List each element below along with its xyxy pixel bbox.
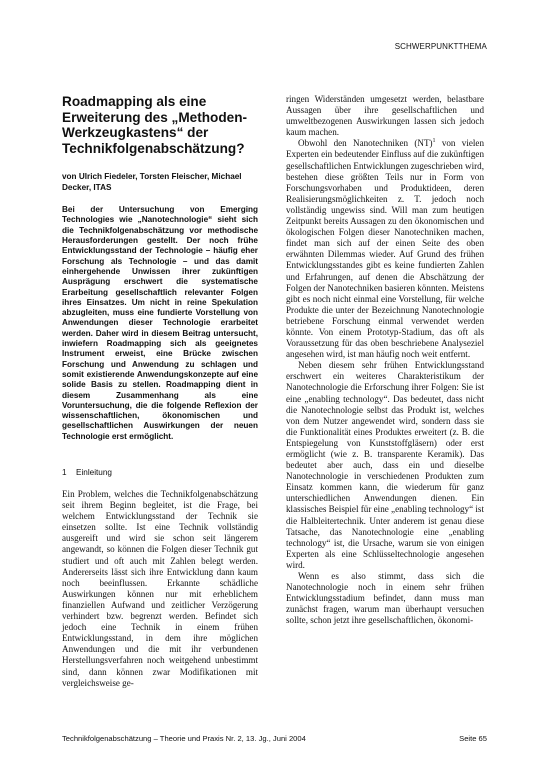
paragraph [286, 138, 484, 360]
left-body-text [62, 489, 258, 689]
page-number: Seite 65 [459, 734, 487, 743]
paragraph: ringen Widerständen umgesetzt werden, belastbare Aussagen über ihre gesellschaftlichen und umweltbezogenen Auswirkungen lassen sich jedoch kaum machen. [286, 94, 484, 138]
right-column [286, 94, 484, 627]
paragraph: Wenn es also stimmt, dass sich die Nanotechnologie noch in einem sehr frühen Entwicklungsstadium befindet, dann muss man zunächst fragen, warum man überhaupt versuchen sollte, schon jetzt ihre gesellschaftlichen, ökonomi- [286, 571, 484, 626]
section-title: Einleitung [76, 468, 112, 478]
journal-citation: Technikfolgenabschätzung – Theorie und Praxis Nr. 2, 13. Jg., Juni 2004 [62, 734, 306, 743]
paragraph-text: von vielen Experten ein bedeutender Einfluss auf die zukünftigen gesellschaftlichen Entwicklungen zugeschrieben wird, bestehen diese größten Teils nur in Form von Forschungsvorhaben und Produktideen, deren Realisierungsmöglichkeiten z. T. jedoch noch vollständig ungewiss sind. Will man zum heutigen Zeitpunkt bereits Aussagen zu den ökonomischen und ökologischen Folgen dieser Nanotechniken machen, findet man sich auf der einen Seite des oben erwähnten Dilemmas wieder. Auf Grund des frühen Entwicklungsstandes gibt es keine fundierten Zahlen und Erfahrungen, auf denen die Abschätzung der Folgen der Nanotechniken basieren könnten. Meistens gibt es noch nicht einmal eine Vorstellung, für welche Produkte die unter der Bezeichnung Nanotechnologie betriebene Forschung einmal verwendet werden könnte. Von einem Prototyp-Stadium, das oft als Voraussetzung für das oben beschriebene Analyseziel angesehen wird, ist man häufig noch weit entfernt. [286, 138, 484, 360]
paragraph: Ein Problem, welches die Technikfolgenabschätzung seit ihrem Beginn begleitet, ist die Frage, bei welchem Entwicklungsstand der Technik sie einsetzen sollte. Ist eine Technik vollständig ausgereift und wird sie schon seit längerem angewandt, so können die Folgen dieser Technik gut studiert und oft auch mit Zahlen belegt werden. Andererseits lässt sich ihre Entwicklung dann kaum noch beeinflussen. Erkannte schädliche Auswirkungen können nur mit erheblichem finanziellen Aufwand und zeitlicher Verzögerung verhindert bzw. begrenzt werden. Befindet sich jedoch eine Technik in einem frühen Entwicklungsstand, in dem ihre möglichen Anwendungen und die mit ihr verbundenen Herstellungsverfahren noch weitgehend unbestimmt sind, dann können zwar Modifikationen mit vergleichsweise ge- [62, 489, 258, 688]
article-authors: von Ulrich Fiedeler, Torsten Fleischer, Michael Decker, ITAS [62, 172, 242, 192]
article-abstract: Bei der Untersuchung von Emerging Technologies wie „Nanotechnologie“ sieht sich die Technikfolgenabschätzung vor methodische Herausforderungen gestellt. Der noch frühe Entwicklungsstand der Technologie – häufig eher Forschung als Technologie – und das damit einhergehende Unwissen ihrer zukünftigen Ausprägung erschwert die systematische Erarbeitung gesellschaftlich relevanter Folgen ihres Einsatzes. Um nicht in reine Spekulation abzugleiten, muss eine fundierte Vorstellung von Anwendungen dieser Technologie erarbeitet werden. Daher wird in diesem Beitrag untersucht, inwiefern Roadmapping sich als geeignetes Instrument erweist, eine Brücke zwischen Forschung und Anwendung zu schlagen und somit existierende Anwendungskonzepte auf eine solide Basis zu stellen. Roadmapping dient in diesem Zusammenhang als eine Voruntersuchung, die die folgende Reflexion der wissenschaftlichen, ökonomischen und gesellschaftlichen Auswirkungen der neuen Technologie erst ermöglicht. [62, 205, 258, 441]
article-title: Roadmapping als eine Erweiterung des „Methoden-Werkzeugkastens“ der Technikfolgenabschätzung? [62, 94, 248, 156]
left-column [62, 94, 258, 689]
page-footer [62, 734, 487, 743]
paragraph: Neben diesem sehr frühen Entwicklungsstand erschwert ein weiteres Charakteristikum der Nanotechnologie die Erforschung ihrer Folgen: Sie ist eine „enabling technology“. Das bedeutet, dass nicht die Nanotechnologie selbst das Produkt ist, welches von dem Nutzer angewendet wird, sondern dass sie die Funktionalität eines Produktes erweitert (z. B. die Entspiegelung von Kunststoffgläsern) oder erst ermöglicht (wie z. B. transparente Keramik). Das bedeutet aber auch, dass ein und dieselbe Nanotechnologie in verschiedenen Produkten zum Einsatz kommen kann, die wiederum für ganz unterschiedlichen Anwendungen dienen. Ein klassisches Beispiel für eine „enabling technology“ ist die Halbleitertechnik. Unter anderem ist genau diese Tatsache, das Nanotechnologie eine „enabling technology“ ist, die Ursache, warum sie von einigen Experten als eine Schlüsseltechnologie angesehen wird. [286, 360, 484, 570]
paragraph-text: Obwohl den Nanotechniken (NT) [298, 138, 433, 149]
section-heading [62, 468, 258, 477]
section-number: 1 [62, 468, 67, 478]
running-header: SCHWERPUNKTTHEMA [394, 42, 487, 51]
footnote-marker[interactable]: 1 [432, 138, 436, 145]
